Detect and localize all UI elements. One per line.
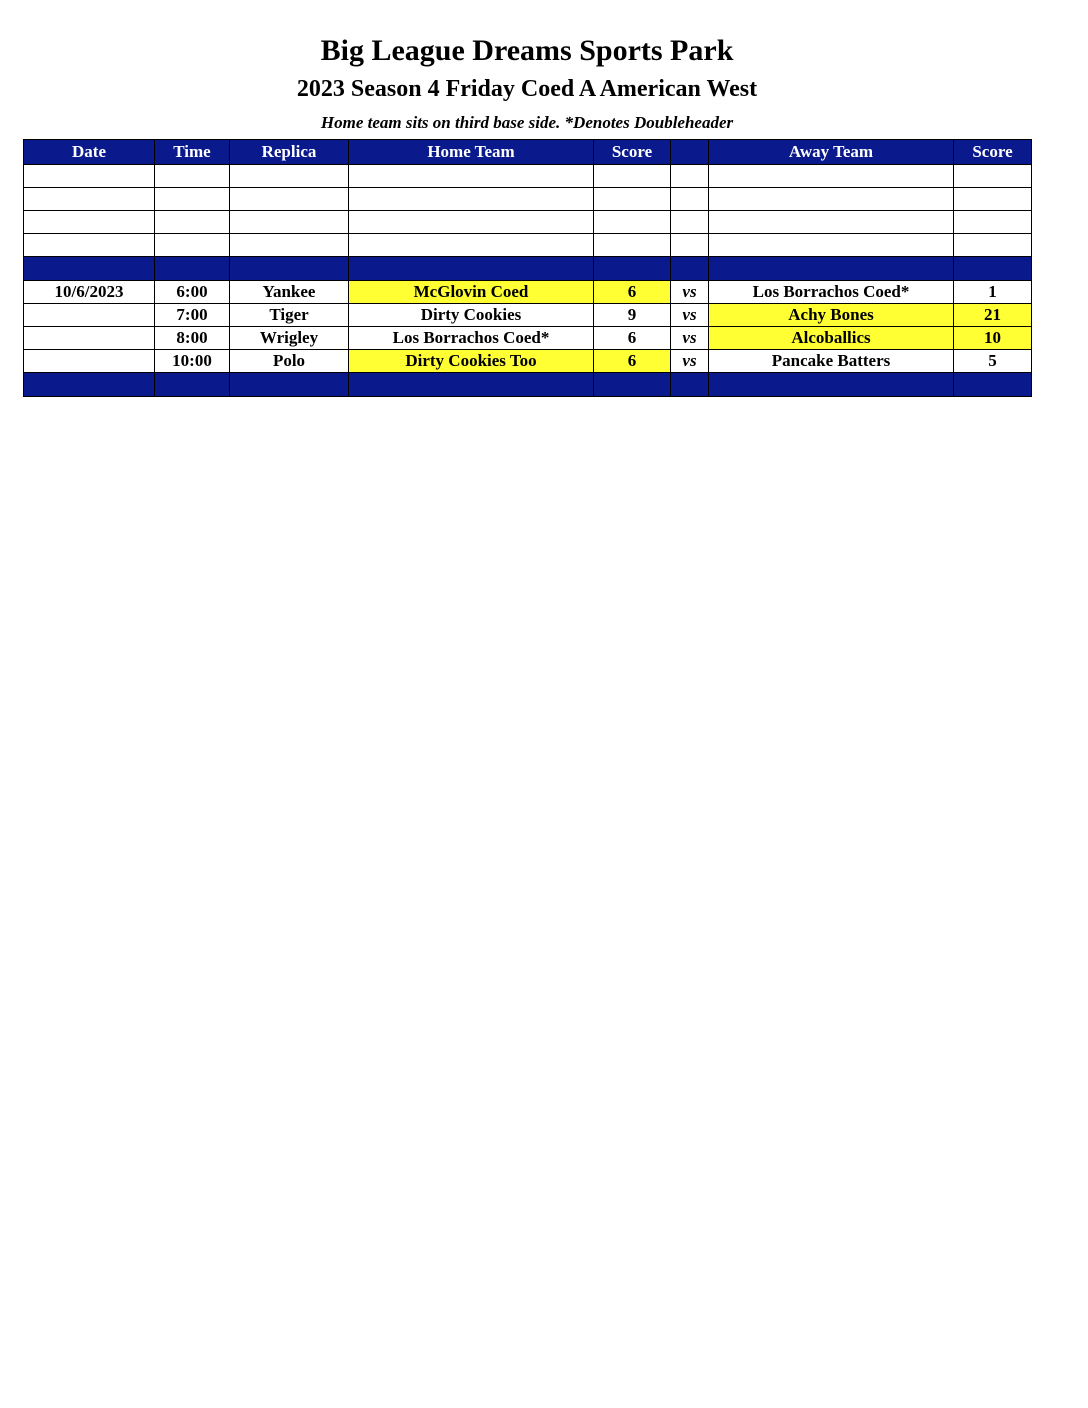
home-score: 6 (594, 350, 671, 373)
table-row (24, 327, 1032, 350)
table-row (24, 350, 1032, 373)
empty-row (24, 188, 1032, 211)
game-replica: Polo (230, 350, 349, 373)
away-score: 21 (954, 304, 1032, 327)
game-date: 10/6/2023 (24, 281, 155, 304)
home-team: Dirty Cookies Too (349, 350, 594, 373)
page-subtitle: 2023 Season 4 Friday Coed A American West (296, 76, 758, 102)
away-score: 5 (954, 350, 1032, 373)
page-title: Big League Dreams Sports Park (320, 34, 734, 67)
column-header-away-score: Score (954, 140, 1032, 165)
away-team: Pancake Batters (709, 350, 954, 373)
empty-row (24, 165, 1032, 188)
game-date (24, 350, 155, 373)
game-time: 10:00 (155, 350, 230, 373)
column-header-date: Date (24, 140, 155, 165)
vs-label: vs (671, 281, 709, 304)
table-row (24, 281, 1032, 304)
home-team: Los Borrachos Coed* (349, 327, 594, 350)
home-team: McGlovin Coed (349, 281, 594, 304)
column-header-home-team: Home Team (349, 140, 594, 165)
away-team: Los Borrachos Coed* (709, 281, 954, 304)
schedule-table (23, 139, 1032, 397)
game-date (24, 304, 155, 327)
game-time: 7:00 (155, 304, 230, 327)
empty-row (24, 234, 1032, 257)
away-score: 10 (954, 327, 1032, 350)
table-header-row (24, 140, 1032, 165)
vs-label: vs (671, 327, 709, 350)
table-row (24, 304, 1032, 327)
game-replica: Wrigley (230, 327, 349, 350)
home-score: 6 (594, 281, 671, 304)
away-team: Alcoballics (709, 327, 954, 350)
column-header-time: Time (155, 140, 230, 165)
game-replica: Tiger (230, 304, 349, 327)
home-team: Dirty Cookies (349, 304, 594, 327)
column-header-away-team: Away Team (709, 140, 954, 165)
column-header-replica: Replica (230, 140, 349, 165)
divider-band (24, 257, 1032, 281)
page-note: Home team sits on third base side. *Denotes Doubleheader (320, 113, 734, 132)
column-header-home-score: Score (594, 140, 671, 165)
divider-band (24, 373, 1032, 397)
game-replica: Yankee (230, 281, 349, 304)
vs-label: vs (671, 350, 709, 373)
column-header-vs (671, 140, 709, 165)
vs-label: vs (671, 304, 709, 327)
empty-row (24, 211, 1032, 234)
game-time: 8:00 (155, 327, 230, 350)
home-score: 6 (594, 327, 671, 350)
home-score: 9 (594, 304, 671, 327)
game-date (24, 327, 155, 350)
game-time: 6:00 (155, 281, 230, 304)
away-score: 1 (954, 281, 1032, 304)
away-team: Achy Bones (709, 304, 954, 327)
